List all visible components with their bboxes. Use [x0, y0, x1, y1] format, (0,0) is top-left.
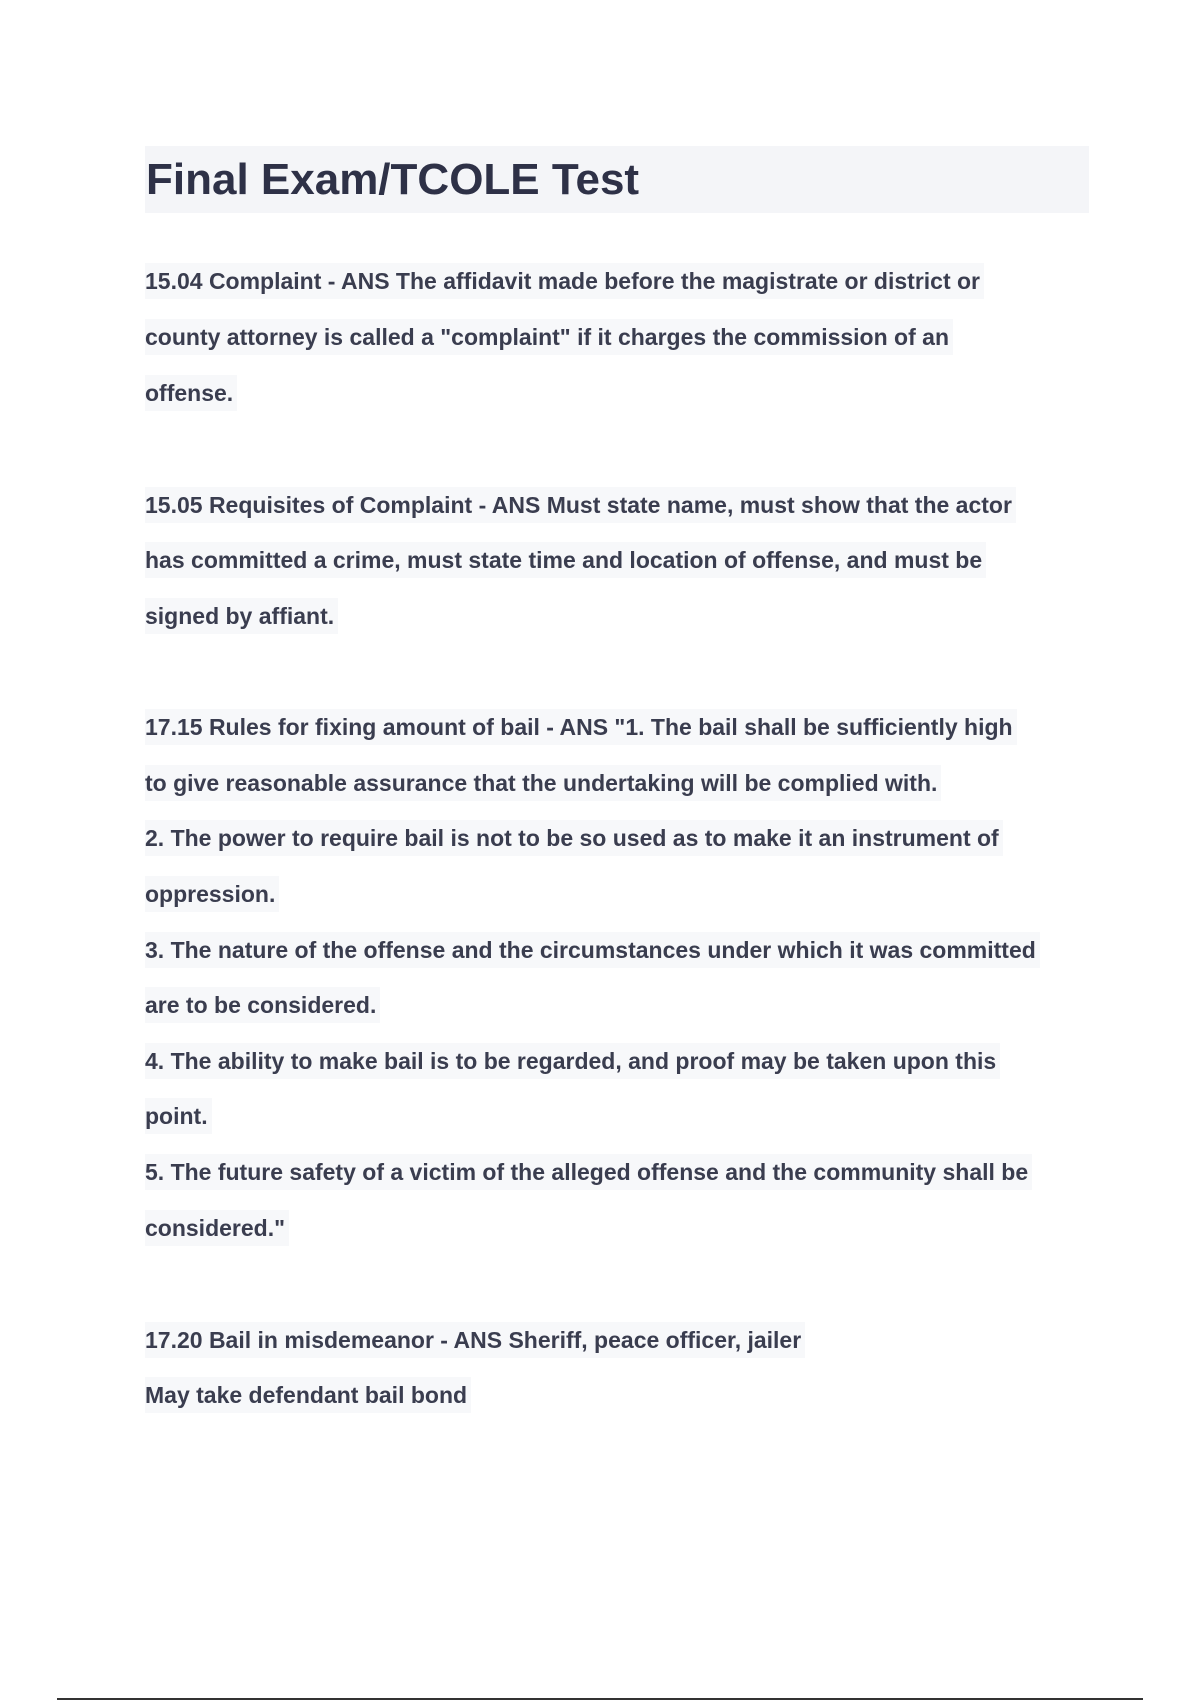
entry-line: 3. The nature of the offense and the circumstances under which it was committed: [145, 932, 1040, 968]
entry-line: considered.": [145, 1210, 289, 1246]
page-title: Final Exam/TCOLE Test: [146, 155, 640, 204]
entry-line: has committed a crime, must state time and location of offense, and must be: [145, 542, 986, 578]
entry-line: 5. The future safety of a victim of the alleged offense and the community shall be: [145, 1154, 1032, 1190]
entry-line: 17.20 Bail in misdemeanor - ANS Sheriff, peace officer, jailer: [145, 1322, 805, 1358]
entry-line: to give reasonable assurance that the undertaking will be complied with.: [145, 765, 941, 801]
entry-line: signed by affiant.: [145, 598, 338, 634]
entry-line: May take defendant bail bond: [145, 1377, 471, 1413]
entry-line: oppression.: [145, 876, 279, 912]
entry-line: 17.15 Rules for fixing amount of bail - ANS "1. The bail shall be sufficiently high: [145, 709, 1017, 745]
entry-line: 4. The ability to make bail is to be regarded, and proof may be taken upon this: [145, 1043, 1000, 1079]
entry-line: point.: [145, 1098, 212, 1134]
entry-line: 2. The power to require bail is not to be so used as to make it an instrument of: [145, 820, 1003, 856]
entry-line: county attorney is called a "complaint" if it charges the commission of an: [145, 319, 953, 355]
entry-line: 15.04 Complaint - ANS The affidavit made before the magistrate or district or: [145, 263, 984, 299]
entry-line: offense.: [145, 375, 237, 411]
entry-line: are to be considered.: [145, 987, 380, 1023]
entry-line: 15.05 Requisites of Complaint - ANS Must state name, must show that the actor: [145, 487, 1016, 523]
